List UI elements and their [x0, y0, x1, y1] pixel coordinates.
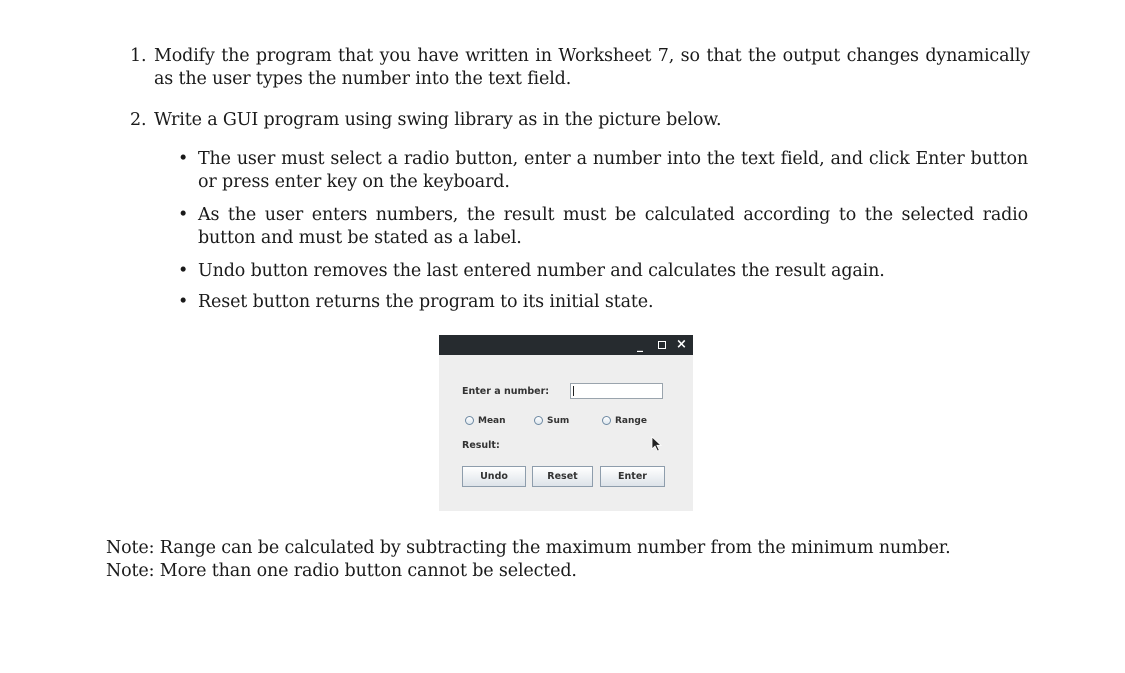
radio-circle-icon: [534, 416, 543, 425]
list-text-1: Modify the program that you have written in Worksheet 7, so that the output changes dynamically as the user types the number into the text field.: [154, 46, 1030, 89]
note-1: Note: Range can be calculated by subtracting the maximum number from the minimum number.: [106, 538, 951, 558]
list-number-1: 1.: [130, 46, 147, 66]
radio-sum-label: Sum: [547, 416, 570, 426]
bullet-text-4: Reset button returns the program to its initial state.: [198, 292, 654, 312]
list-number-2: 2.: [130, 110, 147, 130]
close-icon[interactable]: ×: [676, 337, 687, 352]
note-2: Note: More than one radio button cannot be selected.: [106, 561, 577, 581]
bullet-icon: •: [178, 149, 189, 169]
radio-mean[interactable]: [465, 416, 506, 426]
reset-button[interactable]: Reset: [532, 466, 593, 487]
bullet-text-3: Undo button removes the last entered number and calculates the result again.: [198, 261, 885, 281]
bullet-icon: •: [178, 205, 189, 225]
enter-button[interactable]: Enter: [600, 466, 665, 487]
number-input[interactable]: [570, 383, 663, 399]
minimize-icon[interactable]: _: [637, 338, 643, 352]
text-caret: [573, 386, 574, 396]
radio-circle-icon: [465, 416, 474, 425]
maximize-icon[interactable]: [658, 341, 666, 349]
bullet-text-1: The user must select a radio button, enter a number into the text field, and click Enter button or press enter key on the keyboard.: [198, 149, 1028, 192]
radio-range-label: Range: [615, 416, 647, 426]
window-titlebar: [439, 335, 693, 355]
bullet-icon: •: [178, 292, 189, 312]
result-label: Result:: [462, 440, 500, 451]
bullet-icon: •: [178, 261, 189, 281]
radio-circle-icon: [602, 416, 611, 425]
swing-window-figure: [439, 335, 693, 511]
radio-sum[interactable]: [534, 416, 569, 426]
undo-button[interactable]: Undo: [462, 466, 526, 487]
number-input-label: Enter a number:: [462, 386, 550, 397]
bullet-text-2: As the user enters numbers, the result must be calculated according to the selected radio button and must be stated as a label.: [198, 205, 1028, 248]
list-text-2: Write a GUI program using swing library as in the picture below.: [154, 110, 722, 130]
radio-mean-label: Mean: [478, 416, 506, 426]
mouse-cursor-icon: [651, 436, 663, 452]
radio-range[interactable]: [602, 416, 647, 426]
